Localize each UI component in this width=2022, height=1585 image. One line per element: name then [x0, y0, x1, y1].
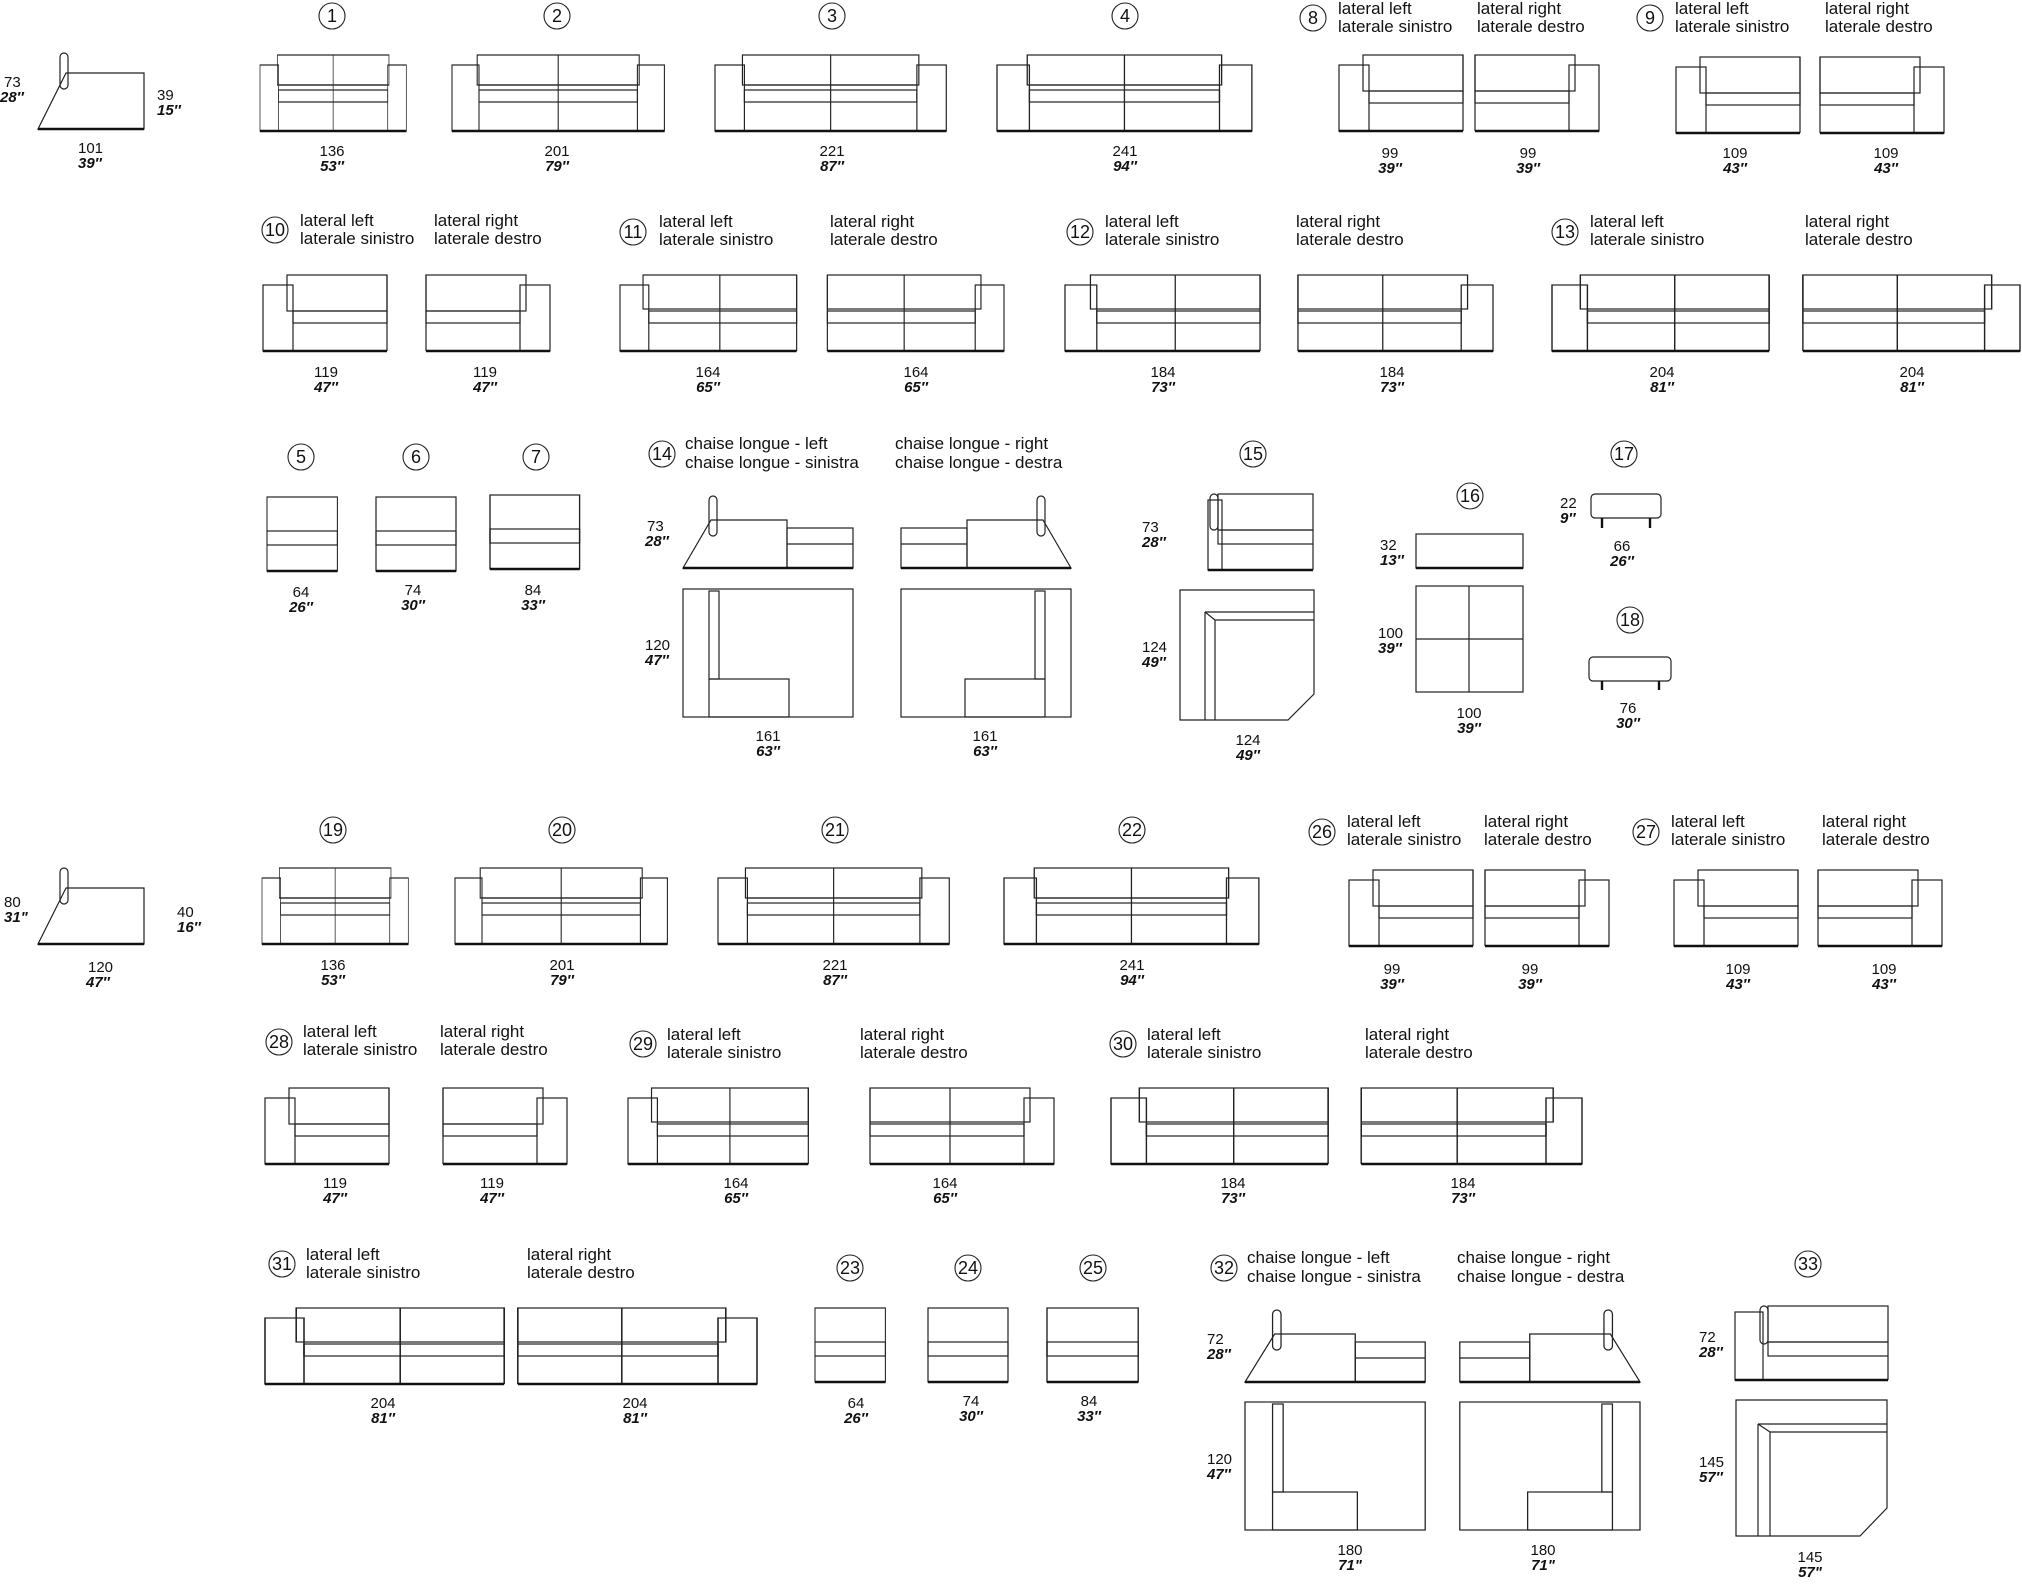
svg-text:120: 120: [1207, 1451, 1233, 1468]
svg-text:laterale destro: laterale destro: [1822, 830, 1930, 849]
svg-text:66: 66: [1613, 538, 1631, 555]
ref-seat-in: 16″: [177, 919, 201, 936]
svg-text:109: 109: [1873, 145, 1899, 162]
svg-text:30″: 30″: [401, 597, 425, 614]
svg-text:10: 10: [264, 220, 286, 240]
svg-text:119: 119: [473, 364, 497, 381]
svg-text:26″: 26″: [289, 599, 313, 616]
chaise-32: [1206, 1248, 1640, 1574]
svg-text:17: 17: [1613, 444, 1635, 464]
svg-text:204: 204: [622, 1395, 648, 1412]
svg-text:14: 14: [651, 444, 673, 464]
svg-text:65″: 65″: [724, 1190, 748, 1207]
svg-text:26″: 26″: [1610, 553, 1634, 570]
sofa-22: [1004, 817, 1259, 989]
svg-text:laterale destro: laterale destro: [1477, 17, 1585, 36]
svg-text:chaise longue - right: chaise longue - right: [895, 434, 1049, 453]
svg-text:laterale destro: laterale destro: [440, 1040, 548, 1059]
svg-text:43″: 43″: [1723, 160, 1747, 177]
svg-text:laterale sinistro: laterale sinistro: [306, 1263, 421, 1282]
central-25: [1047, 1255, 1138, 1425]
svg-text:180: 180: [1530, 1542, 1556, 1559]
svg-text:28″: 28″: [1699, 1344, 1723, 1361]
svg-text:47″: 47″: [480, 1190, 504, 1207]
svg-text:8: 8: [1307, 8, 1319, 28]
svg-text:71": 71": [1338, 1557, 1362, 1574]
svg-text:39″: 39″: [1518, 976, 1542, 993]
sofa-4: [997, 3, 1252, 175]
svg-text:64: 64: [292, 584, 310, 601]
svg-text:99: 99: [1381, 145, 1399, 162]
svg-text:119: 119: [314, 364, 338, 381]
svg-text:184: 184: [1220, 1175, 1246, 1192]
svg-text:201: 201: [544, 143, 570, 160]
svg-text:chaise longue - right: chaise longue - right: [1457, 1248, 1611, 1267]
svg-text:lateral left: lateral left: [659, 212, 733, 231]
sofa-21: [718, 817, 949, 989]
svg-text:72: 72: [1207, 1331, 1224, 1348]
svg-text:99: 99: [1521, 961, 1539, 978]
central-24: [928, 1255, 1008, 1425]
svg-text:204: 204: [1899, 364, 1925, 381]
svg-text:laterale destro: laterale destro: [1296, 230, 1404, 249]
svg-text:94″: 94″: [1120, 972, 1144, 989]
ref-height-in: 31": [4, 909, 28, 926]
svg-text:lateral right: lateral right: [860, 1025, 945, 1044]
svg-text:47″: 47″: [645, 652, 669, 669]
lateral-30: [1110, 1025, 1582, 1207]
svg-text:lateral left: lateral left: [1671, 812, 1745, 831]
svg-text:lateral left: lateral left: [1105, 212, 1179, 231]
svg-text:124: 124: [1142, 639, 1168, 656]
svg-text:84: 84: [524, 582, 542, 599]
svg-text:lateral right: lateral right: [1296, 212, 1381, 231]
svg-text:99: 99: [1519, 145, 1537, 162]
svg-text:184: 184: [1150, 364, 1176, 381]
svg-text:laterale sinistro: laterale sinistro: [1671, 830, 1786, 849]
svg-text:99: 99: [1383, 961, 1401, 978]
lateral-29: [628, 1025, 1054, 1207]
svg-text:79″: 79″: [545, 158, 569, 175]
svg-text:laterale sinistro: laterale sinistro: [1590, 230, 1705, 249]
svg-text:221: 221: [819, 143, 845, 160]
svg-text:chaise longue - sinistra: chaise longue - sinistra: [1247, 1267, 1421, 1286]
svg-text:57″: 57″: [1699, 1469, 1723, 1486]
reference-profile-top: [0, 53, 182, 172]
svg-text:63″: 63″: [756, 743, 780, 760]
svg-text:lateral left: lateral left: [303, 1022, 377, 1041]
svg-text:65″: 65″: [904, 379, 928, 396]
svg-text:30: 30: [1112, 1034, 1134, 1054]
reference-profile-bottom: [4, 868, 202, 991]
lateral-31: [265, 1245, 757, 1427]
svg-text:119: 119: [323, 1175, 347, 1192]
svg-text:47″: 47″: [314, 379, 338, 396]
central-7: [490, 444, 580, 614]
svg-text:161: 161: [972, 728, 998, 745]
svg-text:74: 74: [404, 582, 422, 599]
svg-text:33: 33: [1797, 1254, 1819, 1274]
svg-text:74: 74: [962, 1393, 980, 1410]
svg-text:43″: 43″: [1726, 976, 1750, 993]
svg-text:laterale destro: laterale destro: [1365, 1043, 1473, 1062]
lateral-28: [265, 1022, 567, 1207]
svg-text:13″: 13″: [1380, 552, 1404, 569]
svg-text:63″: 63″: [973, 743, 997, 760]
svg-text:73: 73: [647, 518, 664, 535]
svg-text:laterale sinistro: laterale sinistro: [1147, 1043, 1262, 1062]
svg-text:33″: 33″: [521, 597, 545, 614]
pouf-16: [1378, 483, 1523, 737]
svg-text:laterale sinistro: laterale sinistro: [667, 1043, 782, 1062]
svg-text:120: 120: [645, 637, 671, 654]
svg-text:lateral right: lateral right: [1822, 812, 1907, 831]
svg-text:184: 184: [1379, 364, 1405, 381]
svg-text:lateral left: lateral left: [667, 1025, 741, 1044]
svg-text:136: 136: [320, 957, 346, 974]
svg-text:87″: 87″: [823, 972, 847, 989]
svg-text:47″: 47″: [1207, 1466, 1231, 1483]
svg-text:lateral left: lateral left: [300, 211, 374, 230]
svg-text:81″: 81″: [623, 1410, 647, 1427]
svg-text:39″: 39″: [1457, 720, 1481, 737]
svg-text:9″: 9″: [1560, 510, 1576, 527]
svg-text:65″: 65″: [933, 1190, 957, 1207]
svg-text:laterale sinistro: laterale sinistro: [303, 1040, 418, 1059]
svg-text:28″: 28″: [645, 533, 669, 550]
svg-text:72: 72: [1699, 1329, 1716, 1346]
svg-text:4: 4: [1119, 6, 1131, 26]
svg-text:28″: 28″: [1207, 1346, 1231, 1363]
svg-text:204: 204: [370, 1395, 396, 1412]
svg-text:57": 57": [1798, 1564, 1822, 1581]
svg-text:2: 2: [551, 6, 563, 26]
svg-text:64: 64: [847, 1395, 865, 1412]
svg-text:109: 109: [1722, 145, 1748, 162]
svg-text:73″: 73″: [1451, 1190, 1475, 1207]
svg-text:28″: 28″: [1142, 534, 1166, 551]
central-6: [376, 444, 456, 614]
svg-text:lateral right: lateral right: [1825, 0, 1910, 18]
svg-text:53″: 53″: [320, 158, 344, 175]
svg-text:chaise longue - destra: chaise longue - destra: [895, 453, 1063, 472]
svg-text:lateral right: lateral right: [527, 1245, 612, 1264]
svg-text:73: 73: [1142, 519, 1159, 536]
svg-text:43″: 43″: [1872, 976, 1896, 993]
lateral-26: [1309, 812, 1609, 993]
sofa-1: [260, 3, 406, 175]
svg-text:12: 12: [1069, 222, 1091, 242]
svg-text:3: 3: [826, 6, 838, 26]
svg-text:39″: 39″: [1378, 160, 1402, 177]
svg-text:lateral right: lateral right: [1484, 812, 1569, 831]
sofa-2: [452, 3, 664, 175]
lateral-11: [620, 212, 1004, 396]
svg-text:32: 32: [1380, 537, 1397, 554]
sofa-20: [455, 817, 667, 989]
ref-depth-in: 47″: [86, 974, 110, 991]
svg-text:28: 28: [268, 1032, 290, 1052]
bench-17: [1560, 441, 1661, 570]
svg-text:39″: 39″: [1516, 160, 1540, 177]
svg-text:11: 11: [623, 222, 643, 242]
svg-text:chaise longue - sinistra: chaise longue - sinistra: [685, 453, 859, 472]
svg-text:94″: 94″: [1113, 158, 1137, 175]
svg-text:164: 164: [932, 1175, 958, 1192]
chaise-14: [644, 434, 1071, 760]
svg-text:241: 241: [1119, 957, 1145, 974]
svg-text:109: 109: [1871, 961, 1897, 978]
svg-text:19: 19: [322, 820, 344, 840]
svg-text:22: 22: [1121, 820, 1143, 840]
svg-text:76: 76: [1619, 700, 1637, 717]
svg-text:laterale destro: laterale destro: [830, 230, 938, 249]
sofa-3: [715, 3, 946, 175]
svg-text:109: 109: [1725, 961, 1751, 978]
ref-height-in: 28″: [0, 89, 24, 106]
svg-text:124: 124: [1235, 732, 1261, 749]
svg-text:laterale sinistro: laterale sinistro: [1675, 17, 1790, 36]
ref-seat-in: 15″: [157, 102, 181, 119]
ref-seat-cm: 40: [177, 904, 194, 921]
svg-text:145: 145: [1797, 1549, 1823, 1566]
svg-text:21: 21: [824, 820, 846, 840]
svg-text:lateral right: lateral right: [434, 211, 519, 230]
svg-text:31: 31: [271, 1254, 293, 1274]
svg-text:laterale sinistro: laterale sinistro: [1105, 230, 1220, 249]
svg-text:6: 6: [410, 447, 422, 467]
svg-text:laterale sinistro: laterale sinistro: [1338, 17, 1453, 36]
bench-18: [1589, 607, 1671, 732]
svg-text:1: 1: [326, 6, 338, 26]
svg-text:lateral left: lateral left: [1590, 212, 1664, 231]
svg-text:20: 20: [551, 820, 573, 840]
svg-text:lateral left: lateral left: [1147, 1025, 1221, 1044]
lateral-27: [1633, 812, 1942, 993]
svg-text:lateral right: lateral right: [440, 1022, 525, 1041]
svg-text:9: 9: [1644, 8, 1656, 28]
svg-text:laterale sinistro: laterale sinistro: [1347, 830, 1462, 849]
svg-text:164: 164: [723, 1175, 749, 1192]
svg-text:241: 241: [1112, 143, 1138, 160]
svg-text:79″: 79″: [550, 972, 574, 989]
svg-text:lateral right: lateral right: [1477, 0, 1562, 18]
svg-text:26″: 26″: [844, 1410, 868, 1427]
svg-text:27: 27: [1635, 822, 1657, 842]
corner-33: [1698, 1251, 1888, 1581]
svg-text:87″: 87″: [820, 158, 844, 175]
lateral-9: [1637, 0, 1944, 177]
svg-text:39″: 39″: [1380, 976, 1404, 993]
svg-text:15: 15: [1242, 444, 1264, 464]
svg-text:221: 221: [822, 957, 848, 974]
svg-text:201: 201: [549, 957, 575, 974]
svg-text:5: 5: [295, 447, 307, 467]
central-5: [267, 444, 337, 616]
svg-text:43″: 43″: [1874, 160, 1898, 177]
svg-text:laterale sinistro: laterale sinistro: [659, 230, 774, 249]
svg-text:164: 164: [695, 364, 721, 381]
svg-text:laterale destro: laterale destro: [860, 1043, 968, 1062]
svg-text:49″: 49″: [1142, 654, 1166, 671]
ref-depth-in: 39″: [78, 155, 102, 172]
svg-text:164: 164: [903, 364, 929, 381]
lateral-12: [1065, 212, 1493, 396]
svg-text:lateral right: lateral right: [830, 212, 915, 231]
svg-text:7: 7: [530, 447, 542, 467]
svg-text:23: 23: [839, 1258, 861, 1278]
svg-text:49″: 49″: [1236, 747, 1260, 764]
svg-text:chaise longue - left: chaise longue - left: [1247, 1248, 1390, 1267]
svg-text:33″: 33″: [1077, 1408, 1101, 1425]
ref-depth-cm: 101: [78, 140, 104, 157]
svg-text:13: 13: [1554, 222, 1576, 242]
svg-text:136: 136: [319, 143, 345, 160]
svg-text:184: 184: [1450, 1175, 1476, 1192]
svg-text:100: 100: [1456, 705, 1482, 722]
svg-text:53″: 53″: [321, 972, 345, 989]
lateral-10: [262, 211, 550, 396]
svg-text:26: 26: [1311, 822, 1333, 842]
svg-text:22: 22: [1560, 495, 1577, 512]
svg-text:204: 204: [1649, 364, 1675, 381]
svg-text:30″: 30″: [1616, 715, 1640, 732]
svg-text:47″: 47″: [323, 1190, 347, 1207]
corner-15: [1141, 441, 1314, 764]
svg-text:81″: 81″: [1650, 379, 1674, 396]
svg-text:laterale destro: laterale destro: [1805, 230, 1913, 249]
svg-text:47″: 47″: [473, 379, 497, 396]
svg-text:25: 25: [1082, 1258, 1104, 1278]
svg-text:39″: 39″: [1378, 640, 1402, 657]
svg-text:laterale destro: laterale destro: [1484, 830, 1592, 849]
svg-text:100: 100: [1378, 625, 1404, 642]
svg-text:180: 180: [1337, 1542, 1363, 1559]
ref-depth-cm: 120: [88, 959, 114, 976]
lateral-8: [1300, 0, 1599, 177]
svg-text:lateral left: lateral left: [1675, 0, 1749, 18]
svg-text:24: 24: [957, 1258, 979, 1278]
svg-text:81″: 81″: [371, 1410, 395, 1427]
svg-text:laterale destro: laterale destro: [434, 229, 542, 248]
svg-text:84: 84: [1080, 1393, 1098, 1410]
svg-text:30″: 30″: [959, 1408, 983, 1425]
svg-text:73″: 73″: [1221, 1190, 1245, 1207]
svg-text:18: 18: [1619, 610, 1641, 630]
svg-text:73″: 73″: [1151, 379, 1175, 396]
svg-text:145: 145: [1699, 1454, 1725, 1471]
svg-text:lateral left: lateral left: [1338, 0, 1412, 18]
svg-text:lateral right: lateral right: [1365, 1025, 1450, 1044]
svg-text:29: 29: [632, 1034, 654, 1054]
svg-text:laterale destro: laterale destro: [1825, 17, 1933, 36]
svg-text:73″: 73″: [1380, 379, 1404, 396]
svg-text:71": 71": [1531, 1557, 1555, 1574]
lateral-13: [1552, 212, 2020, 396]
svg-text:chaise longue - left: chaise longue - left: [685, 434, 828, 453]
svg-text:lateral left: lateral left: [1347, 812, 1421, 831]
svg-text:16: 16: [1459, 486, 1481, 506]
ref-seat-cm: 39: [157, 87, 174, 104]
svg-text:lateral left: lateral left: [306, 1245, 380, 1264]
svg-text:lateral right: lateral right: [1805, 212, 1890, 231]
svg-text:161: 161: [755, 728, 781, 745]
central-23: [815, 1255, 885, 1427]
svg-text:65″: 65″: [696, 379, 720, 396]
svg-text:laterale destro: laterale destro: [527, 1263, 635, 1282]
sofa-19: [262, 817, 408, 989]
svg-text:chaise longue - destra: chaise longue - destra: [1457, 1267, 1625, 1286]
svg-text:119: 119: [480, 1175, 504, 1192]
svg-text:laterale sinistro: laterale sinistro: [300, 229, 415, 248]
ref-height-cm: 80: [4, 894, 21, 911]
svg-text:81″: 81″: [1900, 379, 1924, 396]
svg-text:32: 32: [1213, 1258, 1235, 1278]
ref-height-cm: 73: [4, 74, 21, 91]
